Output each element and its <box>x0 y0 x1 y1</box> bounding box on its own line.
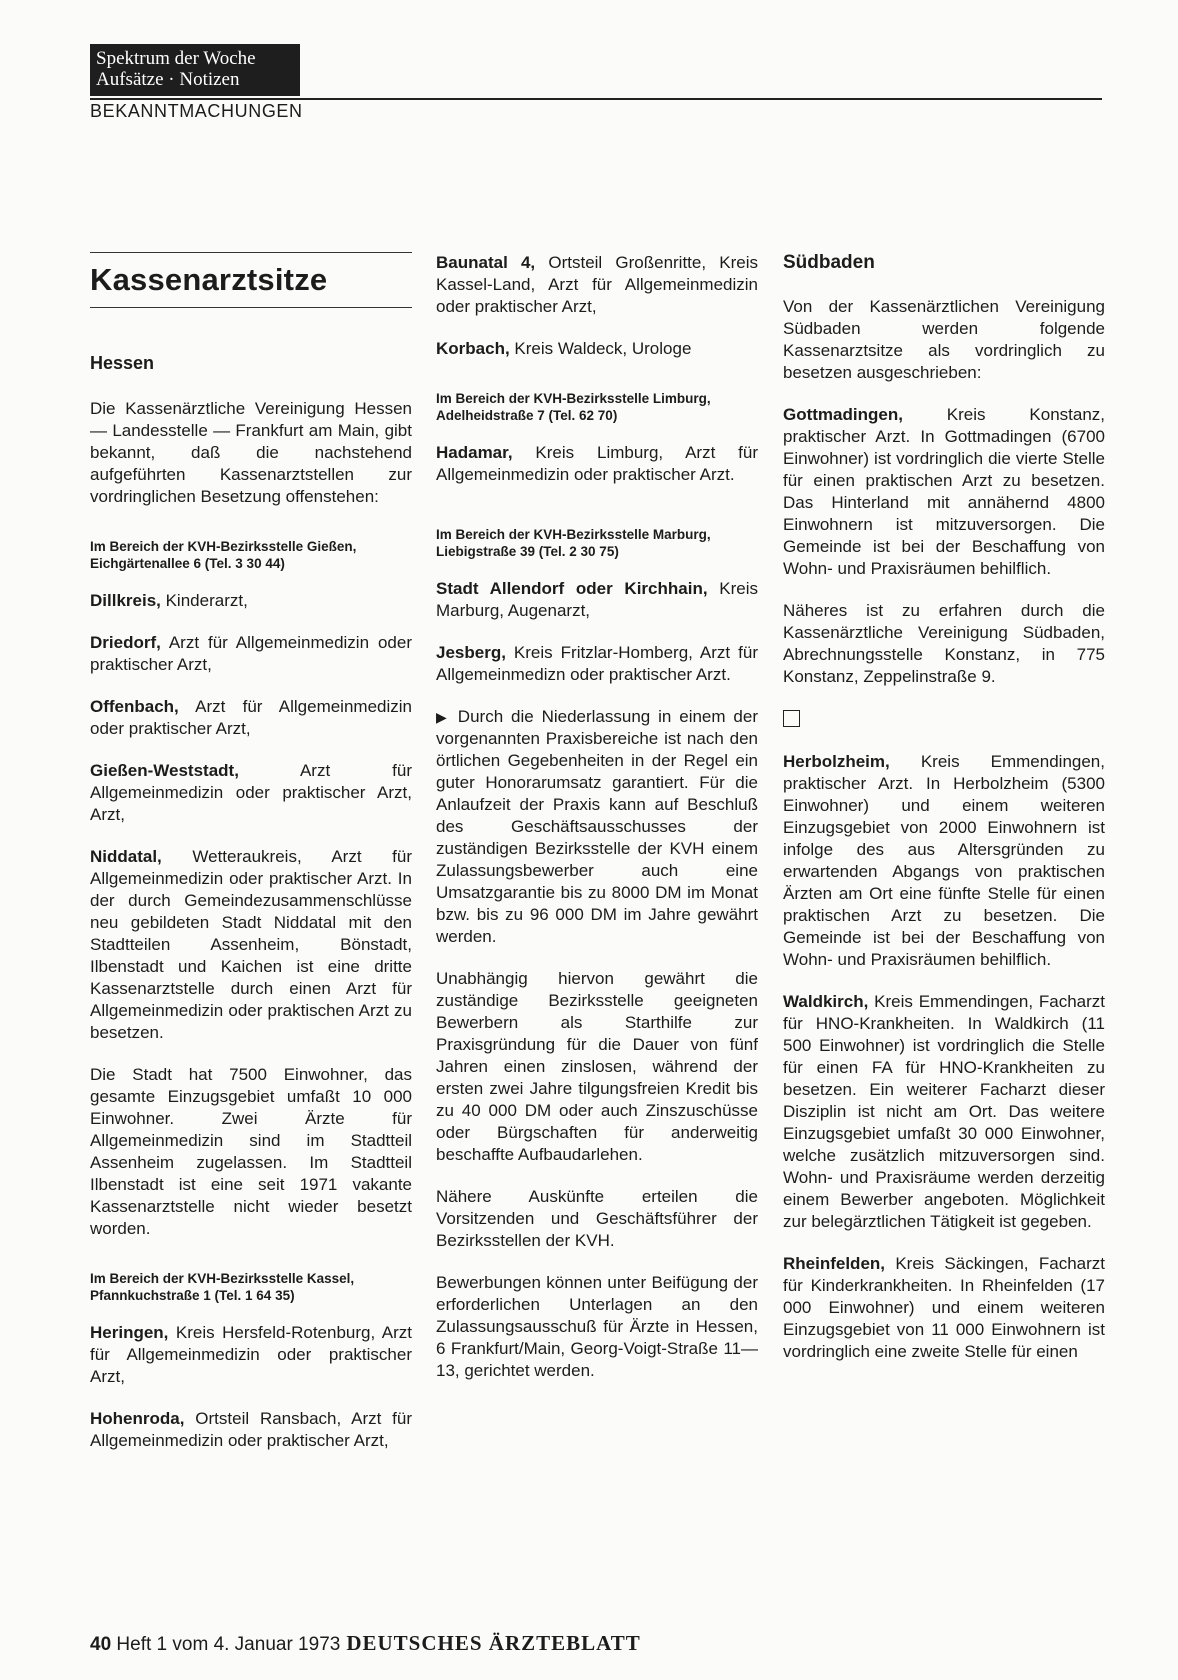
column-2 <box>436 252 758 1402</box>
listing-entry <box>90 696 412 740</box>
listing-text: Kinderarzt, <box>160 591 248 610</box>
header-box-line2: Aufsätze · Notizen <box>96 69 240 90</box>
column-1 <box>90 252 412 1472</box>
header-rule <box>90 98 1102 100</box>
listing-name: Baunatal 4, <box>436 253 536 272</box>
magazine-name: DEUTSCHES ÄRZTEBLATT <box>346 1631 641 1655</box>
listing-text: Arzt für Allgemeinmedizin oder praktischer Arzt, Arzt, <box>90 761 412 824</box>
body-paragraph: Bewerbungen können unter Beifügung der erforderlichen Unterlagen an den Zulassungsausschuß für Ärzte in Hessen, 6 Frankfurt/Main, Georg-Voigt-Straße 11—13, gerichtet werden. <box>436 1273 758 1380</box>
listing-entry <box>783 751 1105 971</box>
page-number: 40 <box>90 1634 112 1655</box>
listing-text: Kreis Waldeck, Urologe <box>509 339 692 358</box>
listing-text: Kreis Hersfeld-Rotenburg, Arzt für Allgemeinmedizin oder praktischer Arzt, <box>90 1323 412 1386</box>
listing-entry <box>436 252 758 318</box>
column-3 <box>783 252 1105 1383</box>
listing-name: Driedorf, <box>90 633 161 652</box>
listing-text: Kreis Marburg, Augenarzt, <box>436 579 758 620</box>
listing-entry <box>436 642 758 686</box>
listing-entry <box>436 338 758 360</box>
listing-entry <box>436 442 758 486</box>
listing-text: Ortsteil Ransbach, Arzt für Allgemeinmedizin oder praktischer Arzt, <box>90 1409 412 1450</box>
body-paragraph: Die Stadt hat 7500 Einwohner, das gesamte Einzugsgebiet umfaßt 10 000 Einwohner. Zwei Ärzte für Allgemeinmedizin sind im Stadtteil Assenheim zugelassen. Im Stadtteil Ilbenstadt ist eine seit 1971 vakante Kassenarztstelle nicht wieder besetzt worden. <box>90 1065 412 1238</box>
listing-entry <box>783 991 1105 1233</box>
section-header-box <box>90 44 300 96</box>
district-note-marburg: Im Bereich der KVH-Bezirksstelle Marburg, Liebigstraße 39 (Tel. 2 30 75) <box>436 527 711 559</box>
listing-name: Offenbach, <box>90 697 179 716</box>
title-rule-top <box>90 252 412 253</box>
district-note-kassel: Im Bereich der KVH-Bezirksstelle Kassel, Pfannkuchstraße 1 (Tel. 1 64 35) <box>90 1271 355 1303</box>
listing-entry <box>783 1253 1105 1363</box>
listing-text: Arzt für Allgemeinmedizin oder praktischer Arzt, <box>90 697 412 738</box>
listing-entry <box>90 590 412 612</box>
region-heading-hessen: Hessen <box>90 353 155 373</box>
listing-name: Jesberg, <box>436 643 506 662</box>
listing-entry <box>90 846 412 1044</box>
listing-text: Arzt für Allgemeinmedizin oder praktischer Arzt, <box>90 633 412 674</box>
body-paragraph: Nähere Auskünfte erteilen die Vorsitzenden und Geschäftsführer der Bezirksstellen der KVH. <box>436 1187 758 1250</box>
triangle-marker-icon: ▶ <box>436 709 450 725</box>
page-footer <box>90 1631 641 1656</box>
district-note-limburg: Im Bereich der KVH-Bezirksstelle Limburg, Adelheidstraße 7 (Tel. 62 70) <box>436 391 711 423</box>
listing-text: Wetteraukreis, Arzt für Allgemeinmedizin oder praktischer Arzt. In der durch Gemeindezusammenschlüsse neu gebildeten Stadt Niddatal mit den Stadtteilen Assenheim, Bönstadt, Ilbenstadt und Kaichen ist eine dritte Kassenarztstelle durch einen Arzt für Allgemeinmedizin oder praktischen Arzt zu besetzen. <box>90 847 412 1042</box>
listing-name: Dillkreis, <box>90 591 161 610</box>
section-label: BEKANNTMACHUNGEN <box>90 101 303 121</box>
listing-name: Niddatal, <box>90 847 162 866</box>
article-title: Kassenarztsitze <box>90 262 328 297</box>
listing-entry <box>783 404 1105 580</box>
body-paragraph <box>436 706 758 948</box>
listing-text: Kreis Konstanz, praktischer Arzt. In Gottmadingen (6700 Einwohner) ist vordringlich die vierte Stelle für einen praktischen Arzt zu besetzen. Das Hinterland mit annähernd 4800 Einwohnern ist mitzuversorgen. Die Gemeinde ist bei der Beschaffung von Wohn- und Praxisräumen behilflich. <box>783 405 1105 578</box>
listing-name: Rheinfelden, <box>783 1254 886 1273</box>
listing-text: Kreis Fritzlar-Homberg, Arzt für Allgemeinmedizn oder praktischer Arzt. <box>436 643 758 684</box>
intro-paragraph: Von der Kassenärztlichen Vereinigung Südbaden werden folgende Kassenarztsitze als vordringlich zu besetzen ausgeschrieben: <box>783 297 1105 382</box>
listing-name: Gießen-Weststadt, <box>90 761 239 780</box>
listing-text: Kreis Emmendingen, Facharzt für HNO-Krankheiten. In Waldkirch (11 500 Einwohner) ist vordringlich die Stelle für einen FA für HNO-Krankheiten zu besetzen. Ein weiterer Facharzt dieser Disziplin ist nicht am Ort. Das weitere Einzugsgebiet umfaßt 30 000 Einwohner, welche zusätzlich mitzuversorgen sind. Wohn- und Praxisräume werden derzeitig einem Bewerber angeboten. Möglichkeit zur belegärztlichen Tätigkeit ist gegeben. <box>783 992 1105 1231</box>
listing-name: Gottmadingen, <box>783 405 903 424</box>
listing-text: Kreis Emmendingen, praktischer Arzt. In Herbolzheim (5300 Einwohner) und einem weiteren Einzugsgebiet von 2000 Einwohnern ist infolge des aus Altersgründen zu erwartenden Abgangs von praktischen Ärzten am Ort eine fünfte Stelle für einen praktischen Arzt zu besetzen. Die Gemeinde ist bei der Beschaffung von Wohn- und Praxisräumen behilflich. <box>783 752 1105 969</box>
listing-entry <box>90 1322 412 1388</box>
listing-text: Kreis Limburg, Arzt für Allgemeinmedizin oder praktischer Arzt. <box>436 443 758 484</box>
issue-info: Heft 1 vom 4. Januar 1973 <box>111 1634 341 1655</box>
district-note-giessen: Im Bereich der KVH-Bezirksstelle Gießen, Eichgärtenallee 6 (Tel. 3 30 44) <box>90 539 357 571</box>
header-box-line1: Spektrum der Woche <box>96 48 256 69</box>
listing-name: Herbolzheim, <box>783 752 890 771</box>
body-paragraph: Unabhängig hiervon gewährt die zuständige Bezirksstelle geeigneten Bewerbern als Starthilfe zur Praxisgründung für die Dauer von fünf Jahren einen zinslosen, während der ersten zwei Jahre tilgungsfreien Kredit bis zu 40 000 DM oder auch Zinszuschüsse oder Bürgschaften für anderweitig beschaffte Aufbaudarlehen. <box>436 969 758 1164</box>
listing-name: Hadamar, <box>436 443 513 462</box>
listing-name: Hohenroda, <box>90 1409 185 1428</box>
listing-entry <box>90 632 412 676</box>
title-rule-bottom <box>90 307 412 308</box>
intro-paragraph: Die Kassenärztliche Vereinigung Hessen — Landesstelle — Frankfurt am Main, gibt bekannt, daß die nachstehend aufgeführten Kassenarztstellen zur vordringlichen Besetzung offenstehen: <box>90 399 412 506</box>
body-paragraph: Näheres ist zu erfahren durch die Kassenärztliche Vereinigung Südbaden, Abrechnungsstelle Konstanz, in 775 Konstanz, Zeppelinstraße 9. <box>783 601 1105 686</box>
listing-text: Ortsteil Großenritte, Kreis Kassel-Land, Arzt für Allgemeinmedizin oder praktischer Arzt, <box>436 253 759 316</box>
separator-box-icon <box>783 710 800 727</box>
listing-name: Heringen, <box>90 1323 169 1342</box>
listing-name: Stadt Allendorf oder Kirchhain, <box>436 579 708 598</box>
listing-entry <box>90 760 412 826</box>
listing-entry <box>436 578 758 622</box>
listing-text: Kreis Säckingen, Facharzt für Kinderkrankheiten. In Rheinfelden (17 000 Einwohner) und einem weiteren Einzugsgebiet von 11 000 Einwohnern ist vordringlich eine zweite Stelle für einen <box>783 1254 1105 1361</box>
listing-name: Korbach, <box>436 339 510 358</box>
region-heading-suedbaden: Südbaden <box>783 252 875 273</box>
listing-name: Waldkirch, <box>783 992 869 1011</box>
listing-entry <box>90 1408 412 1452</box>
paragraph-text: Durch die Niederlassung in einem der vorgenannten Praxisbereiche ist nach den örtlichen Gegebenheiten in der Regel ein guter Honorarumsatz garantiert. Für die Anlaufzeit der Praxis kann auf Beschluß des Geschäftsausschusses der zuständigen Bezirksstelle der KVH einem Zulassungsbewerber auch eine Umsatzgarantie bis zu 8000 DM im Monat bzw. bis zu 96 000 DM im Jahre gewährt werden. <box>436 707 758 946</box>
